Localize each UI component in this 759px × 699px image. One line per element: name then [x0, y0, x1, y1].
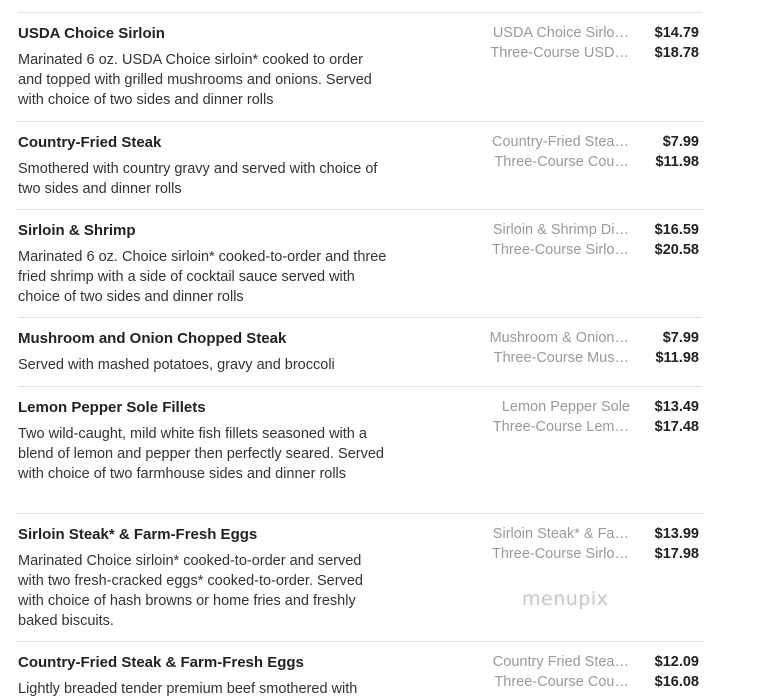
- price-options: [462, 526, 702, 565]
- option-price: $11.98: [655, 153, 699, 170]
- option-name: Sirloin & Shrimp Di…: [492, 222, 629, 238]
- item-name: Country-Fried Steak & Farm-Fresh Eggs: [18, 654, 304, 671]
- option-name: Three-Course Cou…: [494, 673, 629, 690]
- menu-item: [18, 386, 702, 513]
- price-option[interactable]: [462, 546, 702, 566]
- item-name: Mushroom and Onion Chopped Steak: [18, 330, 287, 347]
- price-option[interactable]: [462, 222, 702, 242]
- price-options: [462, 222, 702, 261]
- item-description: Two wild-caught, mild white fish fillets seasoned with a blend of lemon and pepper then perfectly seared. Served with choice of two farmhouse sides and dinner rolls: [18, 426, 384, 482]
- item-description: Served with mashed potatoes, gravy and broccoli: [18, 357, 335, 373]
- item-description: Marinated 6 oz. USDA Choice sirloin* cooked to order and topped with grilled mushrooms and onions. Served with choice of two sides and dinner rolls: [18, 52, 372, 108]
- price-option[interactable]: [462, 45, 702, 65]
- price-option[interactable]: [462, 526, 702, 546]
- menu-item: [18, 209, 702, 317]
- menu-item: [18, 121, 702, 209]
- item-name: Country-Fried Steak: [18, 134, 162, 151]
- option-name: Lemon Pepper Sole: [501, 399, 630, 415]
- option-price: $14.79: [654, 25, 699, 41]
- option-name: Three-Course USD…: [490, 44, 629, 61]
- option-price: $12.09: [654, 654, 699, 670]
- option-name: USDA Choice Sirlo…: [492, 25, 629, 41]
- price-option[interactable]: [462, 350, 702, 370]
- option-name: Country Fried Stea…: [492, 654, 629, 670]
- item-description: Smothered with country gravy and served with choice of two sides and dinner rolls: [18, 161, 378, 197]
- option-name: Three-Course Lem…: [492, 418, 629, 435]
- menu-item: [18, 12, 702, 121]
- option-price: $11.98: [655, 349, 699, 366]
- option-name: Mushroom & Onion…: [489, 330, 629, 346]
- item-name: Lemon Pepper Sole Fillets: [18, 399, 206, 416]
- item-name: Sirloin Steak* & Farm-Fresh Eggs: [18, 526, 258, 543]
- price-options: [462, 399, 702, 438]
- menu-item: [18, 513, 702, 641]
- price-option[interactable]: [462, 25, 702, 45]
- option-name: Three-Course Sirlo…: [492, 241, 629, 258]
- option-price: $7.99: [662, 134, 699, 150]
- option-name: Three-Course Mus…: [493, 349, 629, 366]
- item-name: Sirloin & Shrimp: [18, 222, 136, 239]
- item-name: USDA Choice Sirloin: [18, 25, 165, 42]
- price-option[interactable]: [462, 330, 702, 350]
- price-option[interactable]: [462, 419, 702, 439]
- option-name: Sirloin Steak* & Fa…: [492, 526, 629, 542]
- option-price: $17.98: [654, 545, 699, 562]
- price-options: [462, 330, 702, 369]
- menu-item: [18, 641, 702, 697]
- price-option[interactable]: [462, 242, 702, 262]
- item-description: Lightly breaded tender premium beef smothered with: [18, 681, 358, 697]
- price-option[interactable]: [462, 654, 702, 674]
- option-price: $16.59: [654, 222, 699, 238]
- option-name: Three-Course Sirlo…: [492, 545, 629, 562]
- price-options: [462, 654, 702, 693]
- option-price: $18.78: [654, 44, 699, 61]
- price-option[interactable]: [462, 154, 702, 174]
- option-price: $16.08: [654, 673, 699, 690]
- price-option[interactable]: [462, 134, 702, 154]
- option-price: $13.49: [654, 399, 699, 415]
- option-price: $7.99: [662, 330, 699, 346]
- option-name: Country-Fried Stea…: [492, 134, 629, 150]
- option-price: $17.48: [654, 418, 699, 435]
- option-name: Three-Course Cou…: [494, 153, 629, 170]
- option-price: $20.58: [654, 241, 699, 258]
- price-options: [462, 25, 702, 64]
- option-price: $13.99: [654, 526, 699, 542]
- menupix-watermark: menupix: [522, 588, 609, 610]
- price-option[interactable]: [462, 399, 702, 419]
- price-option[interactable]: [462, 674, 702, 694]
- menu-item: [18, 317, 702, 386]
- item-description: Marinated 6 oz. Choice sirloin* cooked-to-order and three fried shrimp with a side of cocktail sauce served with choice of two sides and dinner rolls: [18, 249, 387, 305]
- item-description: Marinated Choice sirloin* cooked-to-order and served with two fresh-cracked eggs* cooked-to-order. Served with choice of hash browns or home fries and freshly baked biscuits.: [18, 553, 363, 629]
- price-options: [462, 134, 702, 173]
